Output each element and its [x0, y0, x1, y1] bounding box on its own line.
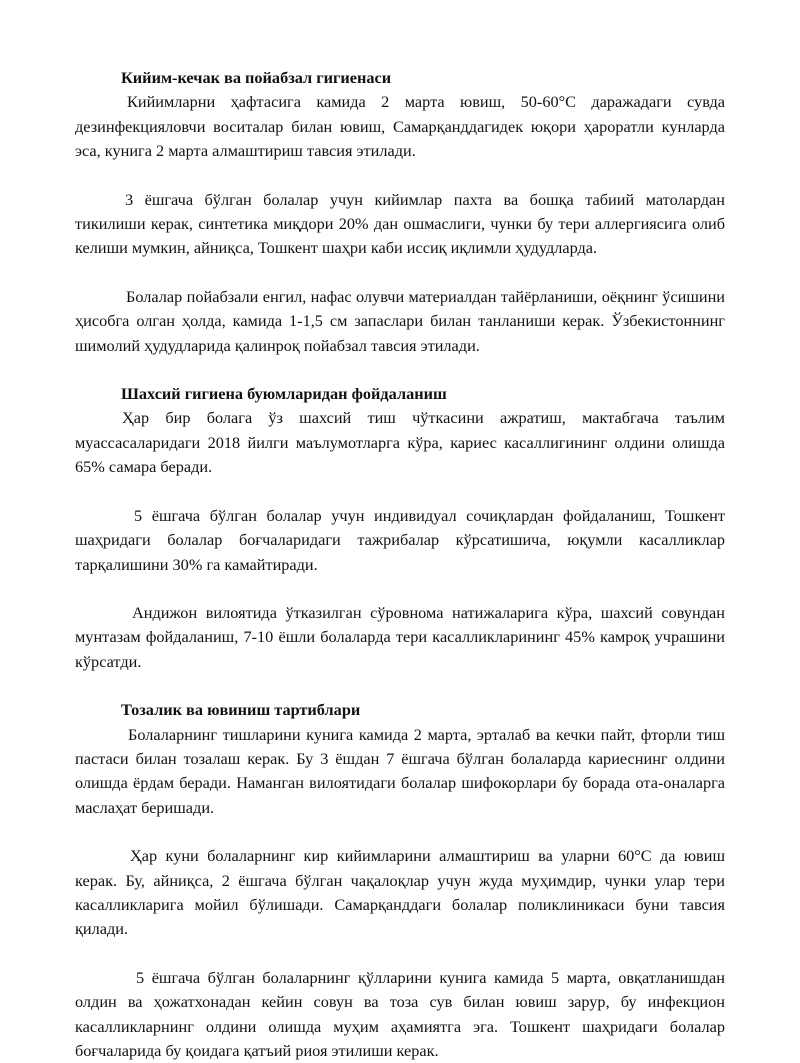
section-heading: Тозалик ва ювиниш тартиблари: [121, 700, 361, 720]
paragraph: Кийимларни ҳафтасига камида 2 марта ювиш, 50-60°C даражадаги сувда дезинфекцияловчи воситалар билан ювиш, Самарқанддагидек юқори ҳароратли кунларда эса, кунига 2 марта алмаштириш тавсия этилади.: [75, 92, 725, 161]
paragraph: Андижон вилоятида ўтказилган сўровнома натижаларига кўра, шахсий совундан мунтазам фойдаланиш, 7-10 ёшли болаларда тери касалликларининг 45% камроқ учрашини кўрсатди.: [75, 602, 725, 671]
paragraph: 3 ёшгача бўлган болалар учун кийимлар пахта ва бошқа табиий матолардан тикилиши керак, синтетика миқдори 20% дан ошмаслиги, чунки бу тери аллергиясига олиб келиши мумкин, айниқса, Тошкент шаҳри каби иссиқ иқлимли ҳудудларда.: [75, 189, 725, 258]
section-personal-hygiene-items: [75, 382, 725, 674]
paragraph: Болалар пойабзали енгил, нафас олувчи материалдан тайёрланиши, оёқнинг ўсишини ҳисобга олган ҳолда, камида 1-1,5 см запаслари билан танланиши керак. Ўзбекистоннинг шимолий ҳудудларида қалинроқ пойабзал тавсия этилади.: [75, 286, 725, 355]
paragraph: 5 ёшгача бўлган болалар учун индивидуал сочиқлардан фойдаланиш, Тошкент шаҳридаги болалар боғчаларидаги тажрибалар кўрсатишича, юқумли касалликлар тарқалишини 30% га камайтиради.: [75, 505, 725, 574]
section-heading: Кийим-кечак ва пойабзал гигиенаси: [121, 68, 392, 87]
paragraph: Ҳар бир болага ўз шахсий тиш чўткасини ажратиш, мактабгача таълим муассасаларидаги 2018 йилги маълумотларга кўра, кариес касаллигининг олдини олишда 65% самара беради.: [75, 408, 725, 477]
section-heading: Шахсий гигиена буюмларидан фойдаланиш: [121, 384, 447, 404]
paragraph: 5 ёшгача бўлган болаларнинг қўлларини кунига камида 5 марта, овқатланишдан олдин ва ҳожатхонадан кейин совун ва тоза сув билан ювиш зарур, бу инфекцион касалликларнинг олдини олишда муҳим аҳамиятга эга. Тошкент шаҳридаги болалар боғчаларида бу қоидага қатъий риоя этилиши керак.: [75, 967, 725, 1060]
section-cleanliness-routines: [75, 698, 725, 1063]
paragraph: Ҳар куни болаларнинг кир кийимларини алмаштириш ва уларни 60°C да ювиш керак. Бу, айниқса, 2 ёшгача бўлган чақалоқлар учун жуда муҳимдир, чунки улар тери касалликларига мойил бўлишади. Самарқанддаги болалар поликлиникаси буни тавсия қилади.: [75, 846, 725, 939]
paragraph: Болаларнинг тишларини кунига камида 2 марта, эрталаб ва кечки пайт, фторли тиш пастаси билан тозалаш керак. Бу 3 ёшдан 7 ёшгача бўлган болаларда кариеснинг олдини олишда ёрдам беради. Наманган вилоятидаги болалар шифокорлари бу борада ота-оналарга маслаҳат беришади.: [75, 724, 725, 817]
section-clothing-hygiene: [75, 66, 725, 358]
document-page: [75, 66, 725, 1063]
